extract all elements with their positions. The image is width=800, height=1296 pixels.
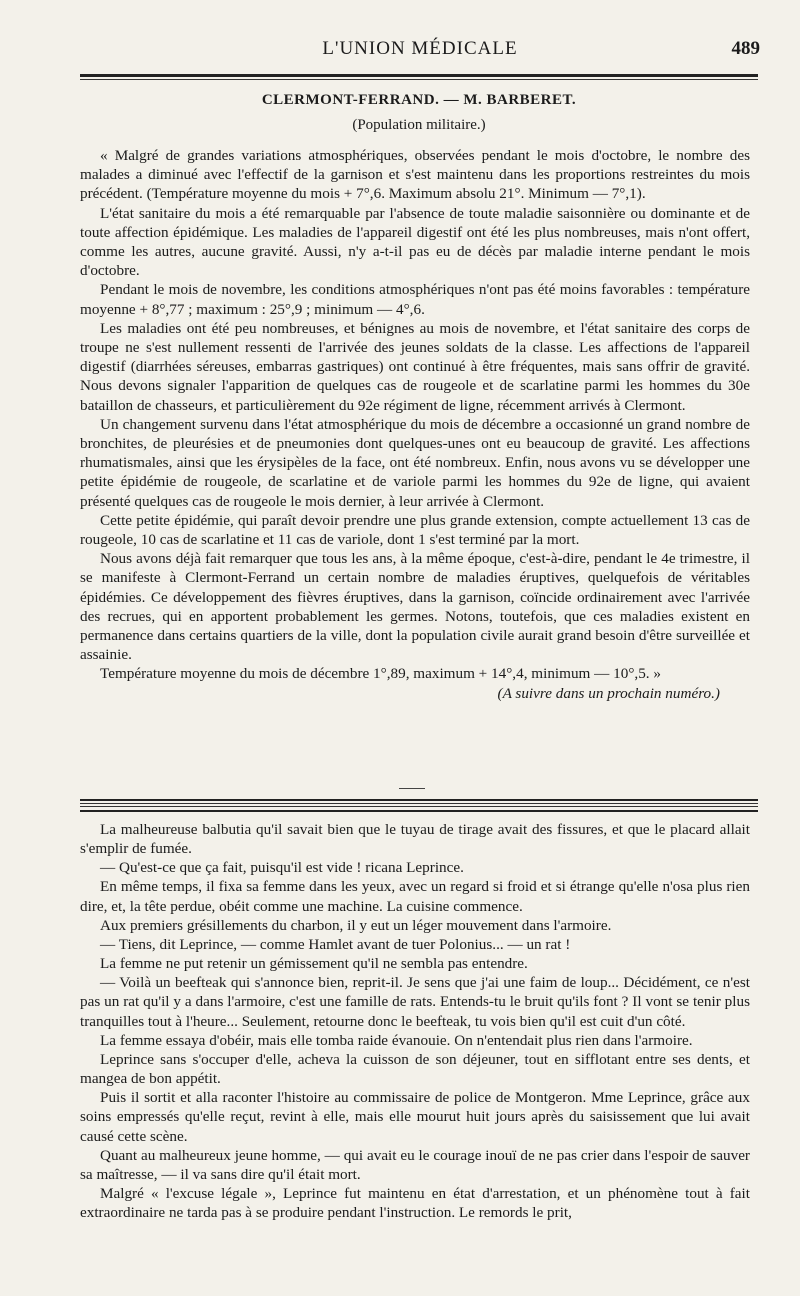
header-rule-thin <box>80 79 758 80</box>
article-paragraph: Cette petite épidémie, qui paraît devoir prendre une plus grande extension, compte actuellement 13 cas de rougeole, 10 cas de scarlatine et 11 cas de variole, dont 1 s'est terminé par la mort. <box>80 511 750 549</box>
feuilleton-paragraph: Quant au malheureux jeune homme, — qui avait eu le courage inouï de ne pas crier dans l'espoir de sauver sa maîtresse, — il va sans dire qu'il était mort. <box>80 1146 750 1183</box>
feuilleton-paragraph: Aux premiers grésillements du charbon, il y eut un léger mouvement dans l'armoire. <box>100 916 612 934</box>
article-paragraph: Les maladies ont été peu nombreuses, et bénignes au mois de novembre, et l'état sanitaire des corps de troupe ne s'est nullement ressenti de l'arrivée des jeunes soldats de la classe. Les affections de l'appareil digestif (diarrhées séreuses, embarras gastriques) ont continué à être fréquentes, mais sans offrir de gravité. Nous devons signaler l'apparition de quelques cas de rougeole et de scarlatine parmi les hommes du 30e bataillon de chasseurs, et particulièrement du 92e régiment de ligne, récemment arrivés à Clermont. <box>80 319 750 414</box>
journal-title: L'UNION MÉDICALE <box>322 38 518 59</box>
article-paragraph: Température moyenne du mois de décembre 1°,89, maximum + 14°,4, minimum — 10°,5. » <box>100 665 661 683</box>
article-body <box>80 146 750 703</box>
continuation-note: (A suivre dans un prochain numéro.) <box>497 684 720 702</box>
feuilleton-paragraph: La malheureuse balbutia qu'il savait bien que le tuyau de tirage avait des fissures, et que le placard allait s'emplir de fumée. <box>80 821 750 858</box>
article-paragraph: Un changement survenu dans l'état atmosphérique du mois de décembre a occasionné un grand nombre de bronchites, de pleurésies et de pneumonies dont quelques-unes ont eu beaucoup de gravité. Les affections rhumatismales, ainsi que les érysipèles de la face, ont été nombreux. Enfin, nous avons vu se développer une petite épidémie de rougeole, de scarlatine et de variole parmi les hommes du 92e de ligne, qui avaient présenté quelques cas de rougeole le mois dernier, à leur arrivée à Clermont. <box>80 415 750 510</box>
article-paragraph: « Malgré de grandes variations atmosphériques, observées pendant le mois d'octobre, le nombre des malades a diminué avec l'effectif de la garnison et s'est maintenu dans les proportions restreintes du mois précédent. (Température moyenne du mois + 7°,6. Maximum absolu 21°. Minimum — 7°,1). <box>80 147 750 203</box>
feuilleton-paragraph: En même temps, il fixa sa femme dans les yeux, avec un regard si froid et si étrange qu'elle n'osa plus rien dire, et, la tête perdue, obéit comme une machine. La cuisine commence. <box>80 878 750 915</box>
feuilleton-paragraph: — Tiens, dit Leprince, — comme Hamlet avant de tuer Polonius... — un rat ! <box>100 935 571 953</box>
article-end-rule <box>399 788 425 789</box>
feuilleton-paragraph: Malgré « l'excuse légale », Leprince fut maintenu en état d'arrestation, et un phénomène tout à fait extraordinaire ne tarda pas à se produire pendant l'instruction. Le remords le prit, <box>80 1184 750 1222</box>
feuilleton-paragraph: Leprince sans s'occuper d'elle, acheva la cuisson de son déjeuner, tout en sifflotant entre ses dents, et mangea de bon appétit. <box>80 1050 750 1088</box>
section-subtitle: (Population militaire.) <box>352 117 486 133</box>
feuilleton-separator <box>80 803 758 804</box>
page-number: 489 <box>731 38 760 59</box>
feuilleton-body <box>80 820 750 1222</box>
header-rule-thick <box>80 74 758 77</box>
feuilleton-separator <box>80 799 758 801</box>
feuilleton-paragraph: La femme essaya d'obéir, mais elle tomba raide évanouie. On n'entendait plus rien dans l'armoire. <box>100 1031 693 1049</box>
feuilleton-separator <box>80 806 758 807</box>
feuilleton-paragraph: — Voilà un beefteak qui s'annonce bien, reprit-il. Je sens que j'ai une faim de loup... Décidément, ce n'est pas un rat qu'il y a dans l'armoire, c'est une famille de rats. Entends-tu le bruit qu'ils font ? Il vont se tenir plus tranquilles tout à l'heure... Seulement, retourne donc le beefteak, tu vois bien qu'il est cuit d'un côté. <box>80 974 750 1030</box>
feuilleton-paragraph: La femme ne put retenir un gémissement qu'il ne sembla pas entendre. <box>100 955 528 973</box>
article-paragraph: Pendant le mois de novembre, les conditions atmosphériques n'ont pas été moins favorables : température moyenne + 8°,77 ; maximum : 25°,9 ; minimum — 4°,6. <box>80 281 750 318</box>
article-paragraph: Nous avons déjà fait remarquer que tous les ans, à la même époque, c'est-à-dire, pendant le 4e trimestre, il se manifeste à Clermont-Ferrand un certain nombre de maladies éruptives, quelquefois de véritables épidémies. Ce développement des fièvres éruptives, dans la garnison, coïncide ordinairement avec l'arrivée des recrues, qui en apportent probablement les germes. Notons, toutefois, que ces maladies existent en permanence dans certains quartiers de la ville, dont la population civile aurait grand besoin d'être surveillée et assainie. <box>80 550 750 664</box>
section-title: CLERMONT-FERRAND. — M. BARBERET. <box>261 92 577 108</box>
feuilleton-paragraph: — Qu'est-ce que ça fait, puisqu'il est vide ! ricana Leprince. <box>100 859 464 877</box>
feuilleton-separator <box>80 810 758 812</box>
article-paragraph: L'état sanitaire du mois a été remarquable par l'absence de toute maladie saisonnière ou dominante et de toute affection épidémique. Les maladies de l'appareil digestif ont été les plus nombreuses, mais n'ont offert, comme les autres, aucune gravité. Aussi, n'y a-t-il pas eu de décès par maladie interne pendant le mois d'octobre. <box>80 204 750 280</box>
feuilleton-paragraph: Puis il sortit et alla raconter l'histoire au commissaire de police de Montgeron. Mme Leprince, grâce aux soins empressés qu'elle reçut, revint à elle, mais elle mourut huit jours après du saisissement que lui avait causé cette scène. <box>80 1089 750 1145</box>
running-header <box>80 38 760 68</box>
